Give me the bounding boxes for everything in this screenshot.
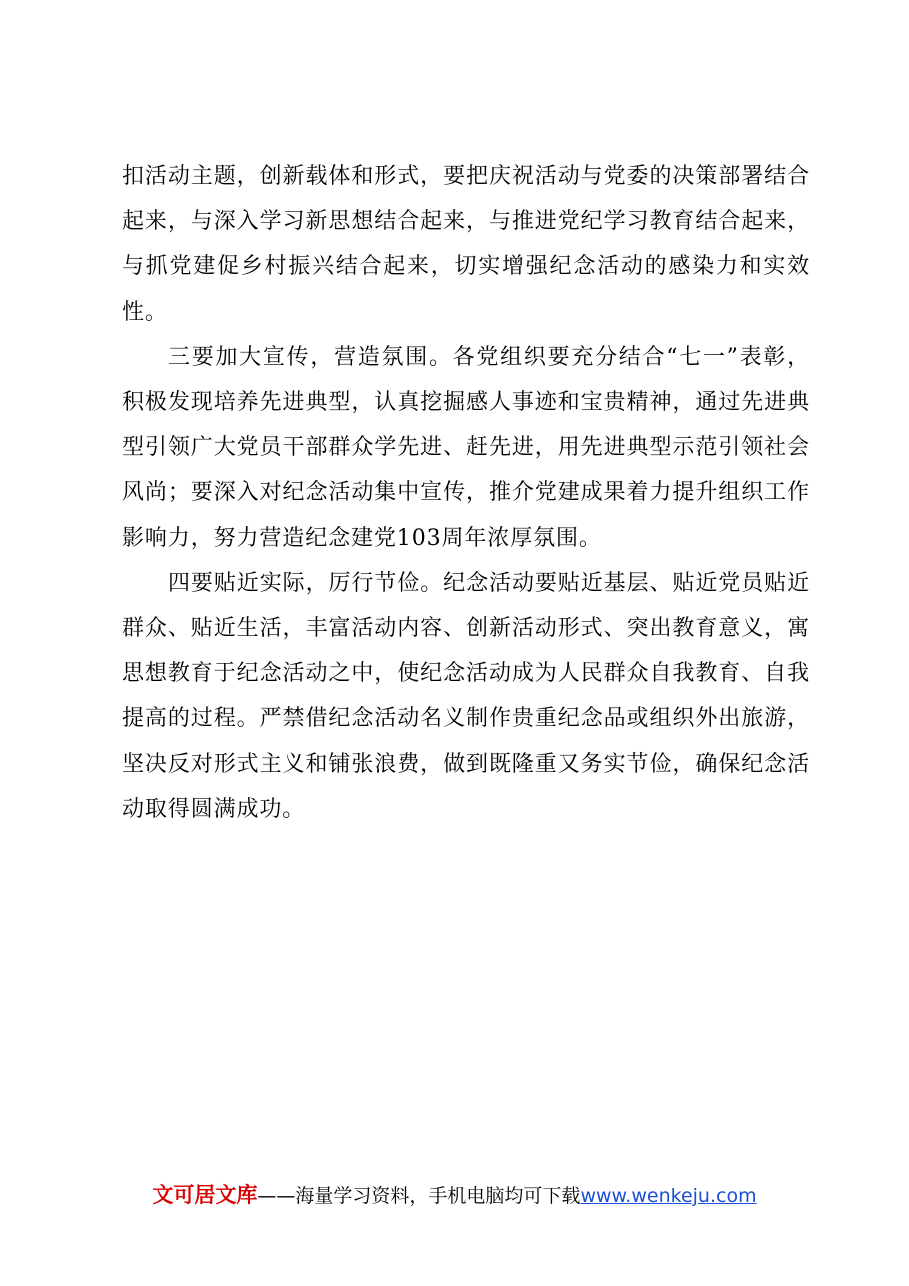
- footer-brand: 文可居文库: [152, 1183, 258, 1207]
- paragraph-theme-continuation: 扣活动主题，创新载体和形式，要把庆祝活动与党委的决策部署结合起来，与深入学习新思想结合起来，与推进党纪学习教育结合起来，与抓党建促乡村振兴结合起来，切实增强纪念活动的感染力和实效性。: [122, 164, 810, 325]
- footer-site-link[interactable]: www.wenkeju.com: [580, 1185, 757, 1207]
- paragraph-publicity: 三要加大宣传，营造氛围。各党组织要充分结合“七一”表彰，积极发现培养先进典型，认真挖掘感人事迹和宝贵精神，通过先进典型引领广大党员干部群众学先进、赶先进，用先进典型示范引领社会风尚；要深入对纪念活动集中宣传，推介党建成果着力提升组织工作影响力，努力营造纪念建党103周年浓厚氛围。: [122, 344, 810, 551]
- paragraph-frugality: 四要贴近实际，厉行节俭。纪念活动要贴近基层、贴近党员贴近群众、贴近生活，丰富活动内容、创新活动形式、突出教育意义，寓思想教育于纪念活动之中，使纪念活动成为人民群众自我教育、自我提高的过程。严禁借纪念活动名义制作贵重纪念品或组织外出旅游，坚决反对形式主义和铺张浪费，做到既隆重又务实节俭，确保纪念活动取得圆满成功。: [122, 570, 810, 822]
- footer-banner: [0, 1180, 909, 1211]
- footer-tagline: ——海量学习资料，手机电脑均可下载: [257, 1185, 581, 1207]
- document-body: [122, 154, 810, 832]
